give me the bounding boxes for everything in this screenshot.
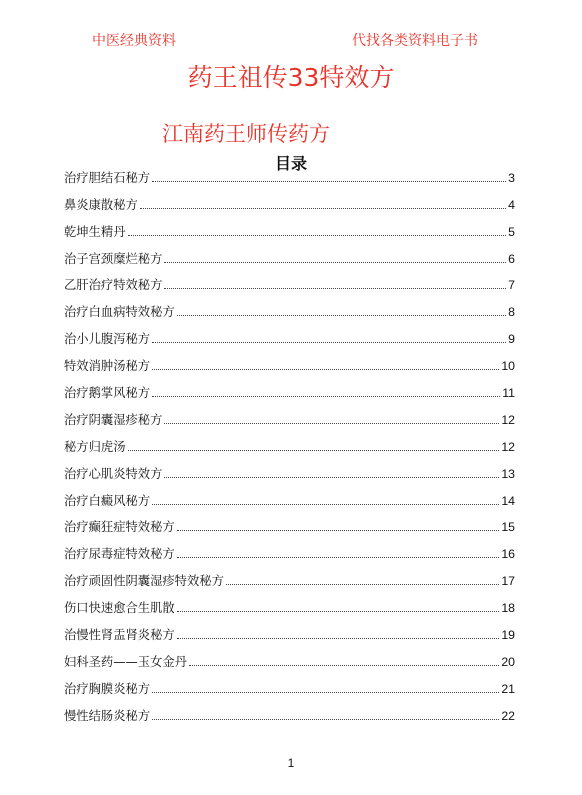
toc-entry-title: 治疗白癜风秘方 [64,493,151,508]
toc-entry-page: 4 [508,197,515,212]
toc-entry-page: 11 [502,386,515,401]
toc-entry[interactable] [64,433,515,460]
toc-entry-page: 18 [501,601,515,616]
toc-entry[interactable] [64,540,515,567]
toc-entry[interactable] [64,514,515,541]
toc-dot-leader [164,288,506,289]
toc-entry-title: 治疗胆结石秘方 [64,170,151,185]
toc-entry-title: 治疗白血病特效秘方 [64,305,175,320]
toc-entry[interactable] [64,406,515,433]
toc-entry-title: 鼻炎康散秘方 [64,197,138,212]
toc-dot-leader [152,692,499,693]
toc-entry-title: 治疗顽固性阴囊湿疹特效秘方 [64,574,224,589]
toc-entry-page: 19 [501,628,515,643]
toc-entry[interactable] [64,487,515,514]
toc-entry[interactable] [64,218,515,245]
toc-entry[interactable] [64,648,515,675]
toc-entry[interactable] [64,702,515,729]
toc-dot-leader [152,369,499,370]
toc-entry-page: 21 [501,681,515,696]
toc-entry-title: 治疗癫狂症特效秘方 [64,520,175,535]
toc-entry-title: 乾坤生精丹 [64,224,126,239]
toc-dot-leader [177,638,500,639]
toc-entry-title: 治慢性肾盂肾炎秘方 [64,628,175,643]
toc-dot-leader [152,396,500,397]
toc-entry[interactable] [64,379,515,406]
toc-entry-page: 12 [501,412,515,427]
toc-entry-page: 5 [508,224,515,239]
toc-entry-title: 治疗心肌炎特效方 [64,466,163,481]
toc-heading: 目录 [274,154,307,173]
toc-dot-leader [128,235,507,236]
toc-dot-leader [164,262,506,263]
toc-entry-page: 6 [508,251,515,266]
toc-entry-page: 14 [501,493,515,508]
toc-entry[interactable] [64,675,515,702]
toc-entry-page: 12 [501,439,515,454]
toc-entry-page: 10 [501,359,515,374]
toc-entry-title: 治小儿腹泻秘方 [64,332,151,347]
toc-dot-leader [177,530,500,531]
toc-dot-leader [226,584,499,585]
toc-entry-title: 治子宫颈糜烂秘方 [64,251,163,266]
toc-entry-title: 秘方归虎汤 [64,439,126,454]
toc-entry-title: 特效消肿汤秘方 [64,359,151,374]
toc-entry-page: 17 [501,574,515,589]
toc-dot-leader [177,315,506,316]
toc-entry-page: 15 [501,520,515,535]
toc-entry[interactable] [64,298,515,325]
toc-entry-page: 20 [501,654,515,669]
toc-entry[interactable] [64,164,515,191]
toc-dot-leader [177,611,500,612]
toc-entry-title: 治疗尿毒症特效秘方 [64,547,175,562]
page-number: 1 [287,756,295,770]
toc-dot-leader [164,477,499,478]
toc-entry[interactable] [64,621,515,648]
table-of-contents [64,164,515,729]
toc-entry-title: 乙肝治疗特效秘方 [64,278,163,293]
toc-entry[interactable] [64,567,515,594]
toc-entry-title: 妇科圣药——玉女金丹 [64,654,187,669]
toc-entry[interactable] [64,352,515,379]
toc-entry-title: 伤口快速愈合生肌散 [64,601,175,616]
toc-entry-page: 16 [501,547,515,562]
toc-entry-title: 治疗阴囊湿疹秘方 [64,412,163,427]
toc-dot-leader [152,719,499,720]
toc-dot-leader [152,342,506,343]
header-right-text: 代找各类资料电子书 [352,33,478,49]
toc-entry-page: 7 [508,278,515,293]
toc-dot-leader [177,557,500,558]
toc-entry[interactable] [64,245,515,272]
toc-entry[interactable] [64,460,515,487]
header-left-text: 中医经典资料 [92,33,176,49]
toc-entry-title: 治疗鹅掌风秘方 [64,386,151,401]
toc-entry-page: 9 [508,332,515,347]
toc-dot-leader [128,450,500,451]
document-subtitle: 江南药王师传药方 [162,122,330,146]
document-title: 药王祖传33特效方 [187,63,395,92]
toc-entry-title: 慢性结肠炎秘方 [64,708,151,723]
toc-entry-page: 3 [508,170,515,185]
toc-dot-leader [189,665,499,666]
toc-entry-page: 22 [501,708,515,723]
toc-entry-page: 8 [508,305,515,320]
toc-dot-leader [152,504,499,505]
toc-entry[interactable] [64,191,515,218]
toc-entry[interactable] [64,594,515,621]
toc-entry[interactable] [64,272,515,299]
toc-entry-page: 13 [501,466,515,481]
toc-dot-leader [140,208,506,209]
toc-dot-leader [152,181,506,182]
toc-entry-title: 治疗胸膜炎秘方 [64,681,151,696]
toc-dot-leader [164,423,499,424]
toc-entry[interactable] [64,325,515,352]
